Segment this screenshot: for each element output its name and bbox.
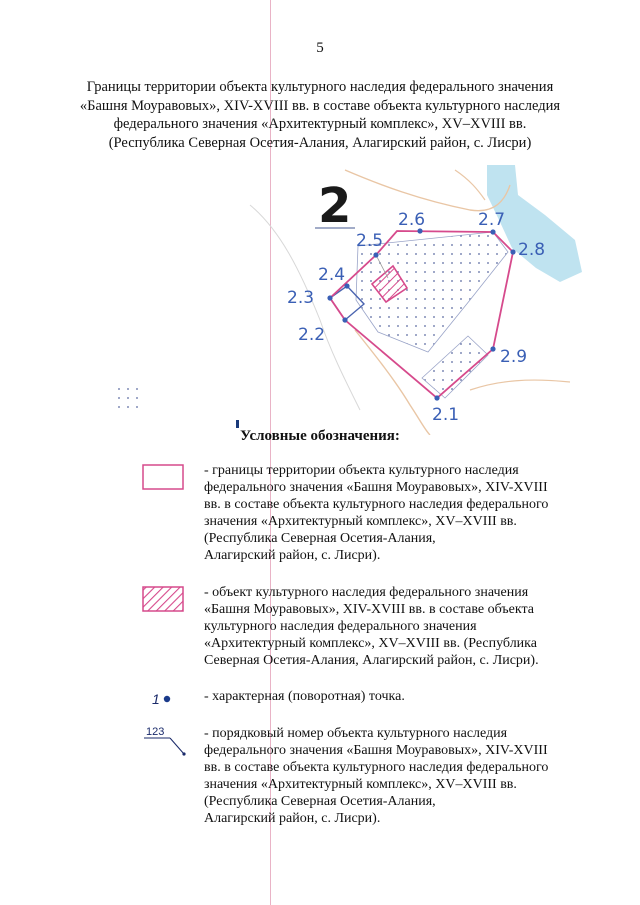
legend-item xyxy=(140,462,610,572)
legend-line: «Архитектурный комплекс», XV–XVIII вв. (Республика xyxy=(204,636,537,651)
point-2-5 xyxy=(373,252,378,257)
legend-line: Северная Осетия-Алания, Алагирский район, с. Лисри). xyxy=(204,653,539,668)
point-label: 2.2 xyxy=(298,325,326,345)
point-label: 2.9 xyxy=(500,347,528,367)
legend-line: значения «Архитектурный комплекс», XV–XVIII вв. xyxy=(204,514,517,529)
point-2-3 xyxy=(327,295,332,300)
legend-line: - объект культурного наследия федерального значения xyxy=(204,585,529,600)
terrain-contour xyxy=(455,170,485,200)
hatched-legend-symbol xyxy=(140,584,190,616)
legend-line: федерального значения «Башня Моуравовых», XIV-XVIII xyxy=(204,480,548,495)
legend-line: культурного наследия федерального значения xyxy=(204,619,477,634)
legend-line: «Башня Моуравовых», XIV-XVIII вв. в составе объекта xyxy=(204,602,534,617)
point-2-4 xyxy=(344,283,349,288)
title-line: «Башня Моуравовых», XIV-XVIII вв. в составе объекта культурного наследия xyxy=(79,97,561,114)
legend-line: (Республика Северная Осетия-Алания, xyxy=(204,794,436,809)
legend-line: федерального значения «Башня Моуравовых», XIV-XVIII xyxy=(204,743,548,758)
point-label: 2.4 xyxy=(318,265,346,285)
point-label: 2.8 xyxy=(518,240,546,260)
dotted-zone xyxy=(112,385,140,408)
legend-text xyxy=(204,688,604,705)
legend-text xyxy=(204,725,604,827)
point-label: 2.6 xyxy=(398,210,426,230)
leader-number: 123 xyxy=(146,726,165,738)
legend-line: Алагирский район, с. Лисри). xyxy=(204,548,381,563)
number-leader-symbol xyxy=(140,725,190,759)
legend-line: вв. в составе объекта культурного наследия федерального xyxy=(204,497,549,512)
legend-line: значения «Архитектурный комплекс», XV–XVIII вв. xyxy=(204,777,517,792)
legend-item xyxy=(140,584,610,674)
legend-text xyxy=(204,584,604,669)
legend-item xyxy=(140,688,610,712)
title-line: (Республика Северная Осетия-Алания, Алагирский район, с. Лисри) xyxy=(108,134,532,151)
legend-line: (Республика Северная Осетия-Алания, xyxy=(204,531,436,546)
terrain-contour xyxy=(345,170,510,211)
legend-line: - характерная (поворотная) точка. xyxy=(204,689,405,704)
legend-line: вв. в составе объекта культурного наследия федерального xyxy=(204,760,549,775)
legend-text xyxy=(204,462,604,564)
point-2-7 xyxy=(490,229,495,234)
map-mark xyxy=(236,420,239,428)
point-2-8 xyxy=(510,249,515,254)
title-line: федерального значения «Архитектурный комплекс», XV–XVIII вв. xyxy=(113,116,527,132)
point-label: 2.7 xyxy=(478,210,506,230)
point-legend-symbol xyxy=(140,688,190,712)
legend-line: - границы территории объекта культурного наследия xyxy=(204,463,519,478)
point-2-1 xyxy=(434,395,439,400)
legend-item xyxy=(140,725,610,835)
legend-title: Условные обозначения: xyxy=(240,428,400,444)
legend-line: Алагирский район, с. Лисри). xyxy=(204,811,381,826)
terrain-contour xyxy=(470,380,570,390)
point-2-2 xyxy=(342,317,347,322)
boundary-legend-symbol xyxy=(140,462,190,494)
point-label: 2.3 xyxy=(287,288,315,308)
boundary-map xyxy=(0,165,640,435)
point-label: 2.5 xyxy=(356,231,384,251)
title-line: Границы территории объекта культурного наследия федерального значения xyxy=(86,79,554,95)
legend-line: - порядковый номер объекта культурного наследия xyxy=(204,726,508,741)
page-title xyxy=(40,78,600,152)
point-2-9 xyxy=(490,346,495,351)
page-number: 5 xyxy=(316,40,324,56)
point-label: 2.1 xyxy=(432,405,460,425)
point-legend-number: 1 xyxy=(152,691,160,707)
section-number: 2 xyxy=(318,178,352,234)
